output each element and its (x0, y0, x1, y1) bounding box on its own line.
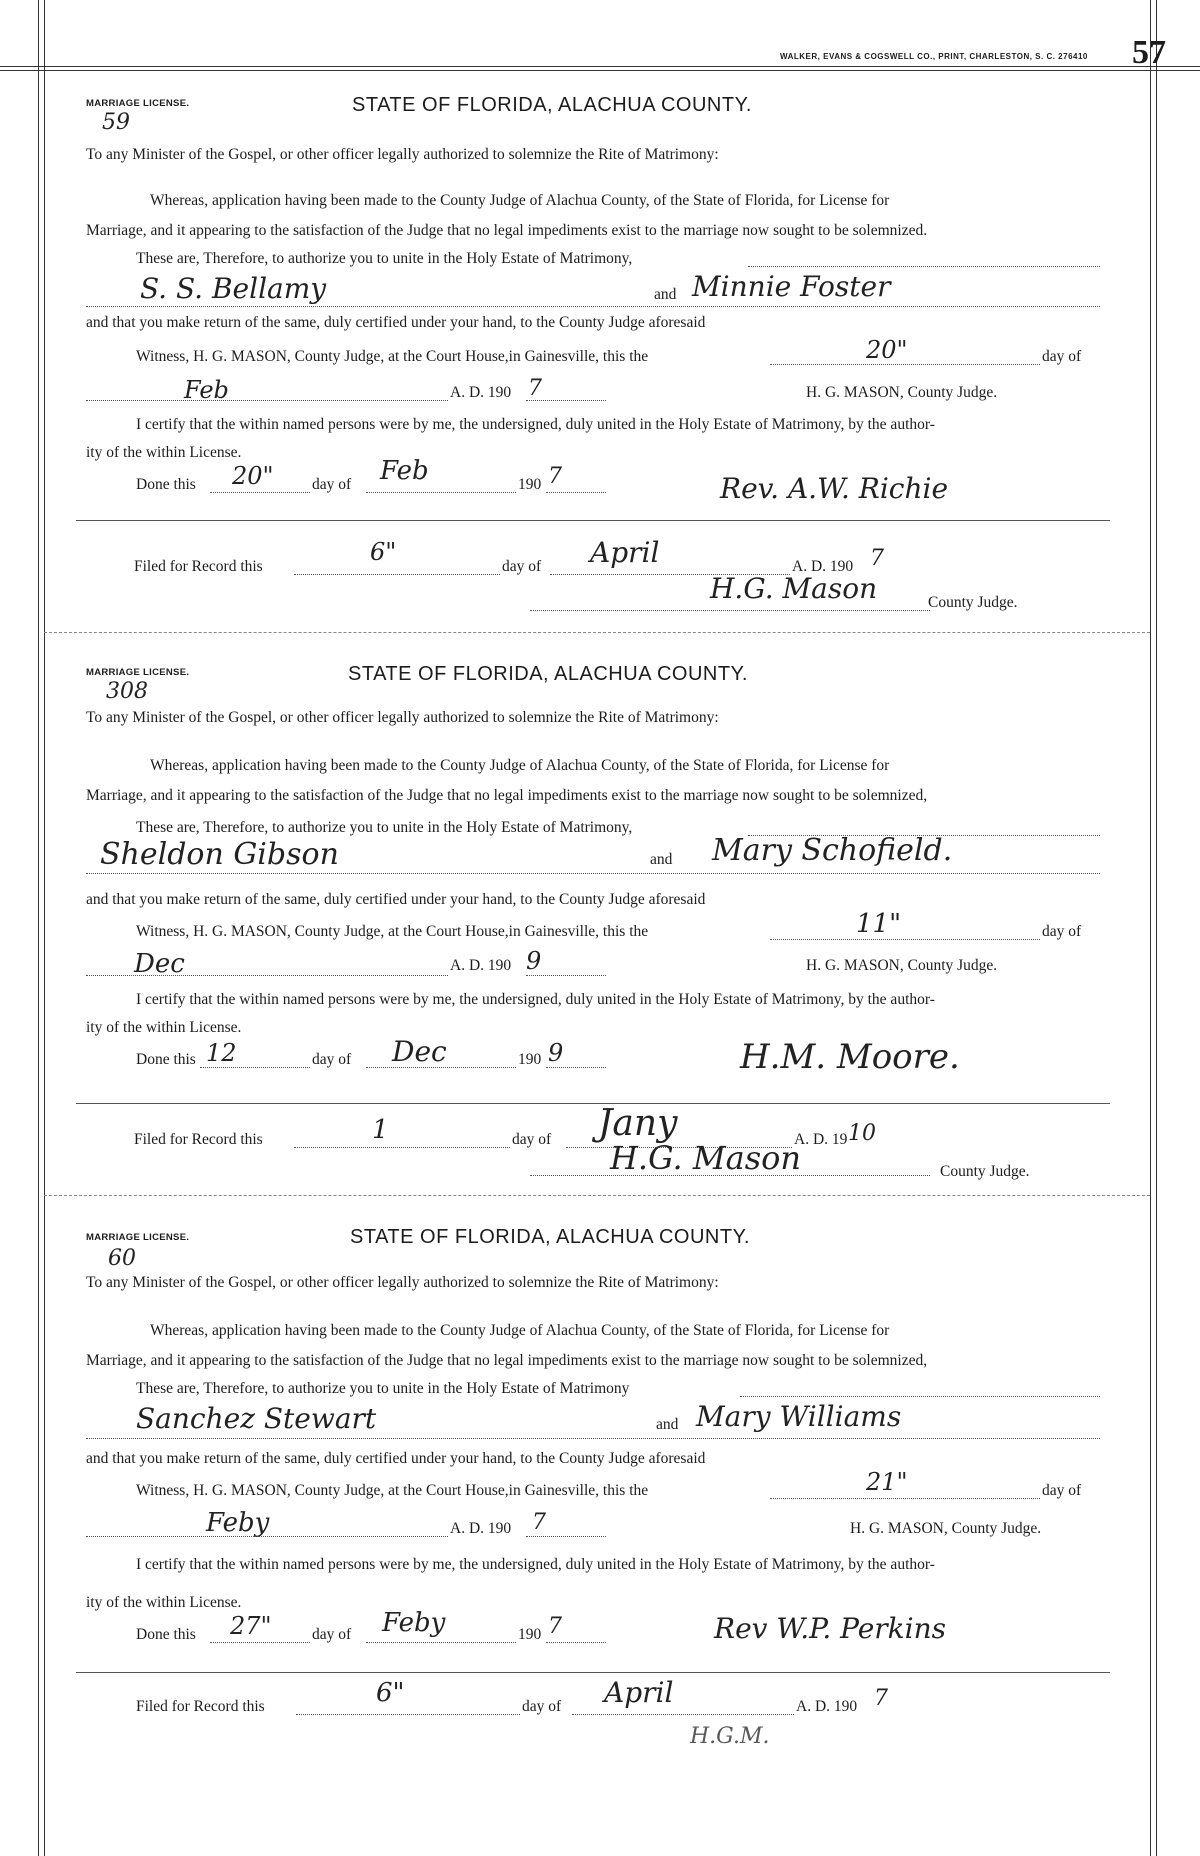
done-year: 7 (548, 1614, 562, 1639)
filed-day-of-label: day of (512, 1131, 552, 1148)
license-number: 60 (108, 1246, 136, 1271)
certify-line-1: I certify that the within named persons were by me, the undersigned, duly united in the Holy Estate of Matrimony, by the author- (136, 416, 935, 433)
witness-month: Feb (184, 376, 229, 404)
certify-line-2: ity of the within License. (86, 1019, 242, 1036)
bride-name: Mary Schofield. (712, 833, 953, 868)
filed-month: April (590, 536, 660, 569)
ad-label: A. D. 190 (450, 384, 512, 401)
and-label: and (656, 1416, 679, 1433)
ad-label: A. D. 190 (450, 1520, 512, 1537)
page-number: 57 (1132, 34, 1166, 71)
witness-line: Witness, H. G. MASON, County Judge, at the Court House,in Gainesville, this the (136, 923, 649, 940)
filed-month: April (604, 1676, 674, 1709)
filed-signature: H.G. Mason (610, 1139, 801, 1177)
day-of-label: day of (1042, 923, 1082, 940)
filed-month: Jany (598, 1103, 678, 1144)
whereas-line-1: Whereas, application having been made to the County Judge of Alachua County, of the State of Florida, for License for (150, 757, 890, 774)
return-line: and that you make return of the same, duly certified under your hand, to the County Judge aforesaid (86, 314, 706, 331)
groom-name: Sheldon Gibson (100, 837, 339, 872)
witness-year: 9 (526, 947, 542, 975)
witness-line: Witness, H. G. MASON, County Judge, at the Court House,in Gainesville, this the (136, 1482, 649, 1499)
done-day-of-label: day of (312, 1051, 352, 1068)
officiant-signature: Rev W.P. Perkins (714, 1612, 946, 1645)
county-judge-footer: County Judge. (928, 594, 1018, 611)
top-rule-2 (0, 70, 1200, 71)
state-title: STATE OF FLORIDA, ALACHUA COUNTY. (350, 1226, 750, 1248)
return-line: and that you make return of the same, duly certified under your hand, to the County Judge aforesaid (86, 891, 706, 908)
officiant-signature: Rev. A.W. Richie (720, 472, 949, 505)
state-title: STATE OF FLORIDA, ALACHUA COUNTY. (352, 94, 752, 116)
license-label: MARRIAGE LICENSE. (86, 98, 190, 109)
done-month: Dec (392, 1035, 447, 1068)
filed-day-of-label: day of (522, 1698, 562, 1715)
filed-day: 6" (370, 538, 397, 566)
filed-ad-label: A. D. 19 (794, 1131, 848, 1148)
filed-for-record-label: Filed for Record this (134, 1131, 263, 1148)
certify-line-1: I certify that the within named persons were by me, the undersigned, duly united in the Holy Estate of Matrimony, by the author- (136, 991, 935, 1008)
day-of-label: day of (1042, 348, 1082, 365)
done-year: 7 (548, 464, 562, 489)
and-label: and (650, 851, 673, 868)
groom-name: Sanchez Stewart (136, 1402, 377, 1435)
filed-for-record-label: Filed for Record this (134, 558, 263, 575)
record-divider (44, 1195, 1150, 1196)
witness-year: 7 (532, 1510, 546, 1535)
county-judge-label: H. G. MASON, County Judge. (806, 957, 998, 974)
salutation: To any Minister of the Gospel, or other officer legally authorized to solemnize the Rite of Matrimony: (86, 709, 719, 726)
filed-signature: H.G.M. (690, 1724, 770, 1749)
county-judge-label: H. G. MASON, County Judge. (806, 384, 998, 401)
these-are-line: These are, Therefore, to authorize you to unite in the Holy Estate of Matrimony, (136, 250, 633, 267)
whereas-line-1: Whereas, application having been made to the County Judge of Alachua County, of the State of Florida, for License for (150, 192, 890, 209)
done-day-of-label: day of (312, 476, 352, 493)
these-are-line: These are, Therefore, to authorize you to unite in the Holy Estate of Matrimony (136, 1380, 630, 1397)
printer-imprint: WALKER, EVANS & COGSWELL CO., PRINT, CHARLESTON, S. C. 276410 (780, 52, 1088, 61)
license-record-1 (80, 90, 1110, 630)
done-month: Feby (382, 1608, 446, 1638)
done-this-label: Done this (136, 1051, 196, 1068)
filed-day-of-label: day of (502, 558, 542, 575)
done-day: 27" (230, 1612, 272, 1640)
certify-line-2: ity of the within License. (86, 1594, 242, 1611)
left-margin-rule (38, 0, 39, 1856)
filed-year: 7 (870, 546, 884, 571)
witness-day: 21" (866, 1468, 908, 1496)
county-judge-label: H. G. MASON, County Judge. (850, 1520, 1042, 1537)
done-day-of-label: day of (312, 1626, 352, 1643)
done-month: Feb (380, 456, 429, 486)
and-label: and (654, 286, 677, 303)
left-margin-rule-inner (44, 0, 45, 1856)
top-rule (0, 66, 1200, 67)
license-number: 308 (106, 679, 148, 704)
done-day: 12 (206, 1039, 237, 1067)
groom-name: S. S. Bellamy (140, 272, 327, 305)
license-record-2 (80, 653, 1110, 1193)
right-margin-rule-outer (1156, 0, 1157, 1856)
filed-signature: H.G. Mason (710, 572, 878, 605)
filed-year: 10 (848, 1121, 876, 1146)
filed-year: 7 (874, 1686, 888, 1711)
whereas-line-1: Whereas, application having been made to the County Judge of Alachua County, of the State of Florida, for License for (150, 1322, 890, 1339)
done-year: 9 (548, 1039, 564, 1067)
done-year-label: 190 (518, 476, 542, 493)
done-day: 20" (232, 462, 274, 490)
bride-name: Mary Williams (696, 1400, 902, 1433)
filed-ad-label: A. D. 190 (796, 1698, 858, 1715)
salutation: To any Minister of the Gospel, or other officer legally authorized to solemnize the Rite of Matrimony: (86, 1274, 719, 1291)
certify-line-2: ity of the within License. (86, 444, 242, 461)
done-this-label: Done this (136, 476, 196, 493)
witness-year: 7 (528, 376, 542, 401)
witness-day: 11" (856, 909, 902, 939)
filed-day: 6" (376, 1678, 405, 1708)
whereas-line-2: Marriage, and it appearing to the satisfaction of the Judge that no legal impediments exist to the marriage now sought to be solemnized, (86, 1352, 928, 1369)
witness-day: 20" (866, 336, 908, 364)
ad-label: A. D. 190 (450, 957, 512, 974)
record-divider (44, 632, 1150, 633)
these-are-line: These are, Therefore, to authorize you to unite in the Holy Estate of Matrimony, (136, 819, 633, 836)
right-margin-rule (1150, 0, 1151, 1856)
witness-line: Witness, H. G. MASON, County Judge, at the Court House,in Gainesville, this the (136, 348, 649, 365)
whereas-line-2: Marriage, and it appearing to the satisfaction of the Judge that no legal impediments exist to the marriage now sought to be solemnized, (86, 787, 928, 804)
filed-ad-label: A. D. 190 (792, 558, 854, 575)
done-year-label: 190 (518, 1626, 542, 1643)
filed-day: 1 (372, 1115, 389, 1145)
day-of-label: day of (1042, 1482, 1082, 1499)
license-label: MARRIAGE LICENSE. (86, 667, 190, 678)
done-this-label: Done this (136, 1626, 196, 1643)
certify-line-1: I certify that the within named persons were by me, the undersigned, duly united in the Holy Estate of Matrimony, by the author- (136, 1556, 935, 1573)
done-year-label: 190 (518, 1051, 542, 1068)
filed-for-record-label: Filed for Record this (136, 1698, 265, 1715)
return-line: and that you make return of the same, duly certified under your hand, to the County Judge aforesaid (86, 1450, 706, 1467)
whereas-line-2: Marriage, and it appearing to the satisfaction of the Judge that no legal impediments exist to the marriage now sought to be solemnized. (86, 222, 928, 239)
license-record-3 (80, 1218, 1110, 1838)
license-number: 59 (102, 110, 130, 135)
county-judge-footer: County Judge. (940, 1163, 1030, 1180)
license-label: MARRIAGE LICENSE. (86, 1232, 190, 1243)
state-title: STATE OF FLORIDA, ALACHUA COUNTY. (348, 663, 748, 685)
witness-month: Feby (206, 1508, 270, 1538)
witness-month: Dec (134, 949, 185, 979)
bride-name: Minnie Foster (692, 270, 891, 303)
officiant-signature: H.M. Moore. (740, 1037, 960, 1077)
salutation: To any Minister of the Gospel, or other officer legally authorized to solemnize the Rite of Matrimony: (86, 146, 719, 163)
